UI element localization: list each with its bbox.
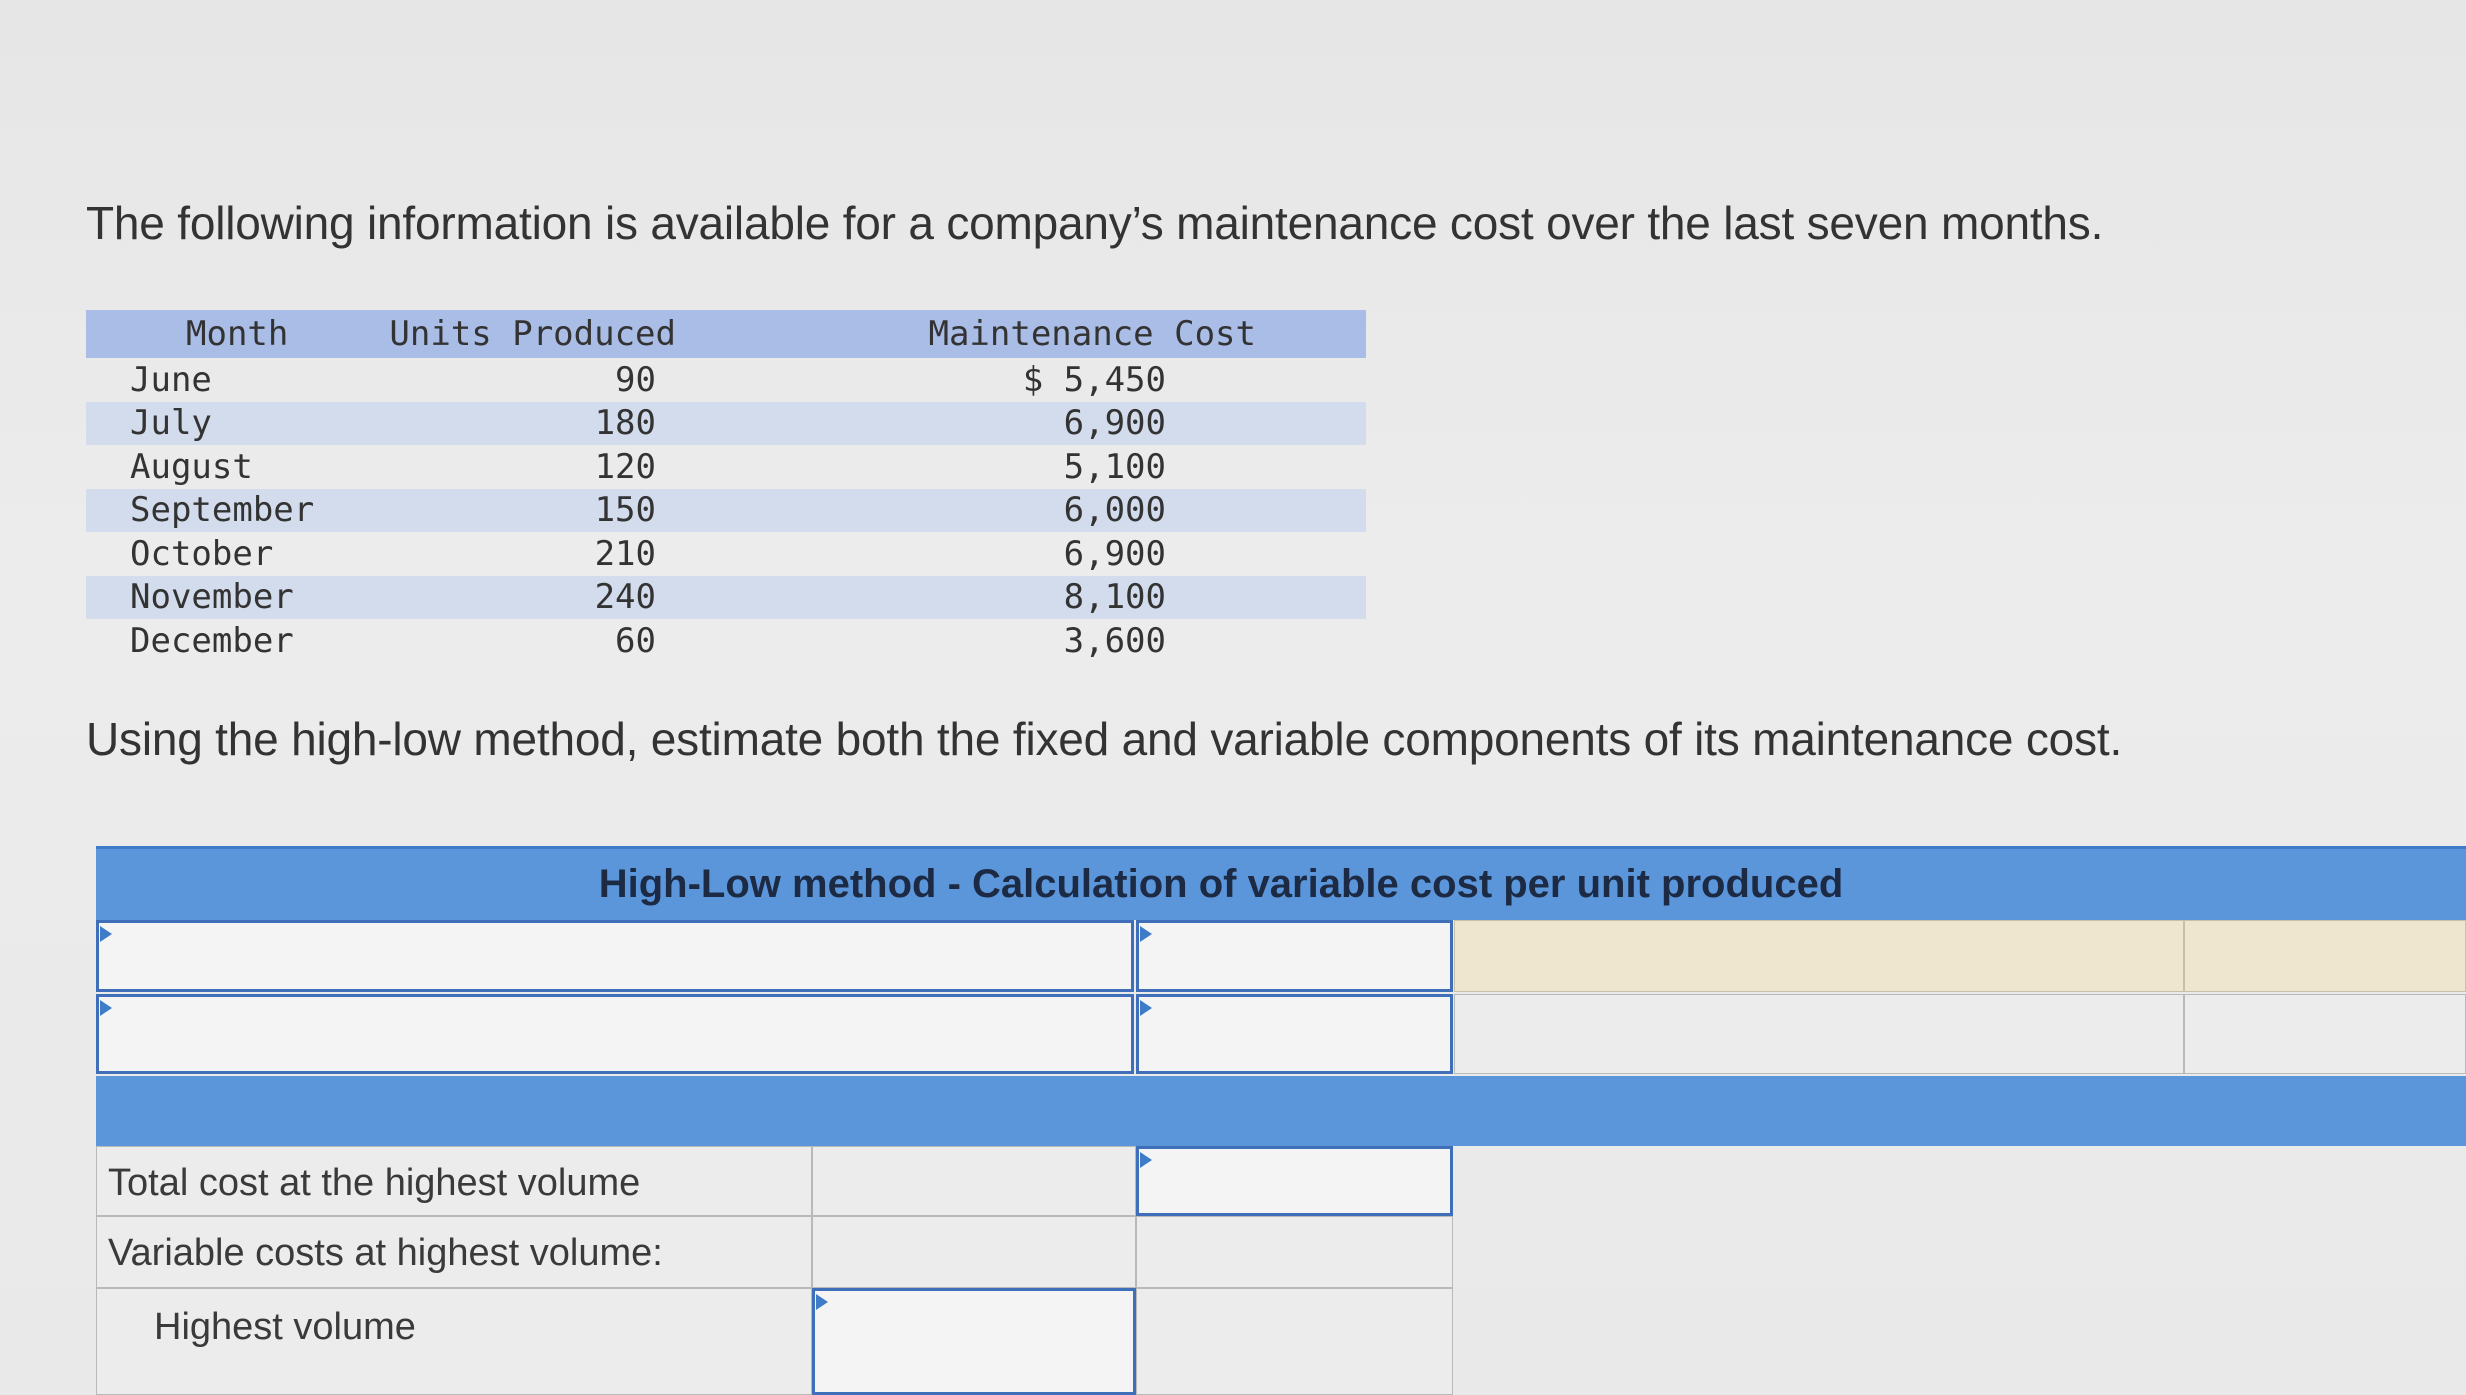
question-text: Using the high-low method, estimate both the fixed and variable components of its maintenance cost. (86, 713, 2123, 765)
value-input-2[interactable] (1136, 994, 1453, 1074)
cell-units: 180 (594, 403, 656, 444)
cell-month: December (130, 620, 294, 661)
table-row (86, 489, 1366, 533)
spacer-cell-2 (812, 1216, 1136, 1288)
cell-cost: 6,900 (1063, 403, 1166, 444)
maintenance-data-table (86, 310, 1366, 663)
label-total-cost-highest: Total cost at the highest volume (108, 1162, 641, 1204)
intro-text: The following information is available for a company’s maintenance cost over the last seven months. (86, 197, 2104, 249)
cell-month: June (130, 359, 212, 400)
grid-title: High-Low method - Calculation of variable cost per unit produced (598, 862, 1844, 906)
result-cell-1 (1454, 920, 2184, 992)
cell-month: October (130, 533, 274, 574)
cell-month: August (130, 446, 253, 487)
cell-month: July (130, 403, 212, 444)
dropdown-marker-icon (1140, 926, 1152, 942)
highest-volume-input[interactable] (812, 1288, 1136, 1395)
cell-month: September (130, 490, 315, 531)
result-cell-2b (2184, 994, 2466, 1074)
result-cell-2 (1454, 994, 2184, 1074)
table-row (86, 619, 1366, 663)
dropdown-marker-icon (100, 926, 112, 942)
dropdown-marker-icon (1140, 1152, 1152, 1168)
label-highest-volume: Highest volume (154, 1306, 416, 1348)
cell-cost: 5,100 (1063, 446, 1166, 487)
dropdown-marker-icon (1140, 1000, 1152, 1016)
table-row (86, 576, 1366, 620)
header-cost: Maintenance Cost (928, 314, 1256, 354)
dropdown-marker-icon (100, 1000, 112, 1016)
cell-units: 120 (594, 446, 656, 487)
cell-cost: 3,600 (1063, 620, 1166, 661)
header-units: Units Produced (389, 314, 676, 354)
cell-month: November (130, 577, 294, 618)
cell-cost: 6,000 (1063, 490, 1166, 531)
spacer-cell-1 (812, 1146, 1136, 1216)
spacer-cell-3 (1136, 1216, 1453, 1288)
cell-units: 150 (594, 490, 656, 531)
spacer-cell-4 (1136, 1288, 1453, 1395)
section-separator-band (96, 1076, 2466, 1146)
table-row (86, 445, 1366, 489)
cell-units: 90 (615, 359, 656, 400)
result-cell-1b (2184, 920, 2466, 992)
header-month: Month (186, 314, 289, 354)
table-row (86, 358, 1366, 402)
total-cost-input[interactable] (1136, 1146, 1453, 1216)
table-row (86, 532, 1366, 576)
table-row (86, 402, 1366, 446)
cell-units: 60 (615, 620, 656, 661)
cell-cost: 8,100 (1063, 577, 1166, 618)
cell-units: 210 (594, 533, 656, 574)
grid-title-bar (96, 846, 2466, 920)
label-dropdown-2[interactable] (96, 994, 1134, 1074)
label-variable-costs-highest: Variable costs at highest volume: (108, 1232, 663, 1274)
label-dropdown-1[interactable] (96, 920, 1134, 992)
value-input-1[interactable] (1136, 920, 1453, 992)
cell-cost: 6,900 (1063, 533, 1166, 574)
table-header-row (86, 310, 1366, 358)
cell-units: 240 (594, 577, 656, 618)
dropdown-marker-icon (816, 1294, 828, 1310)
high-low-answer-grid (96, 846, 2466, 1395)
cell-cost: $ 5,450 (1022, 359, 1166, 400)
